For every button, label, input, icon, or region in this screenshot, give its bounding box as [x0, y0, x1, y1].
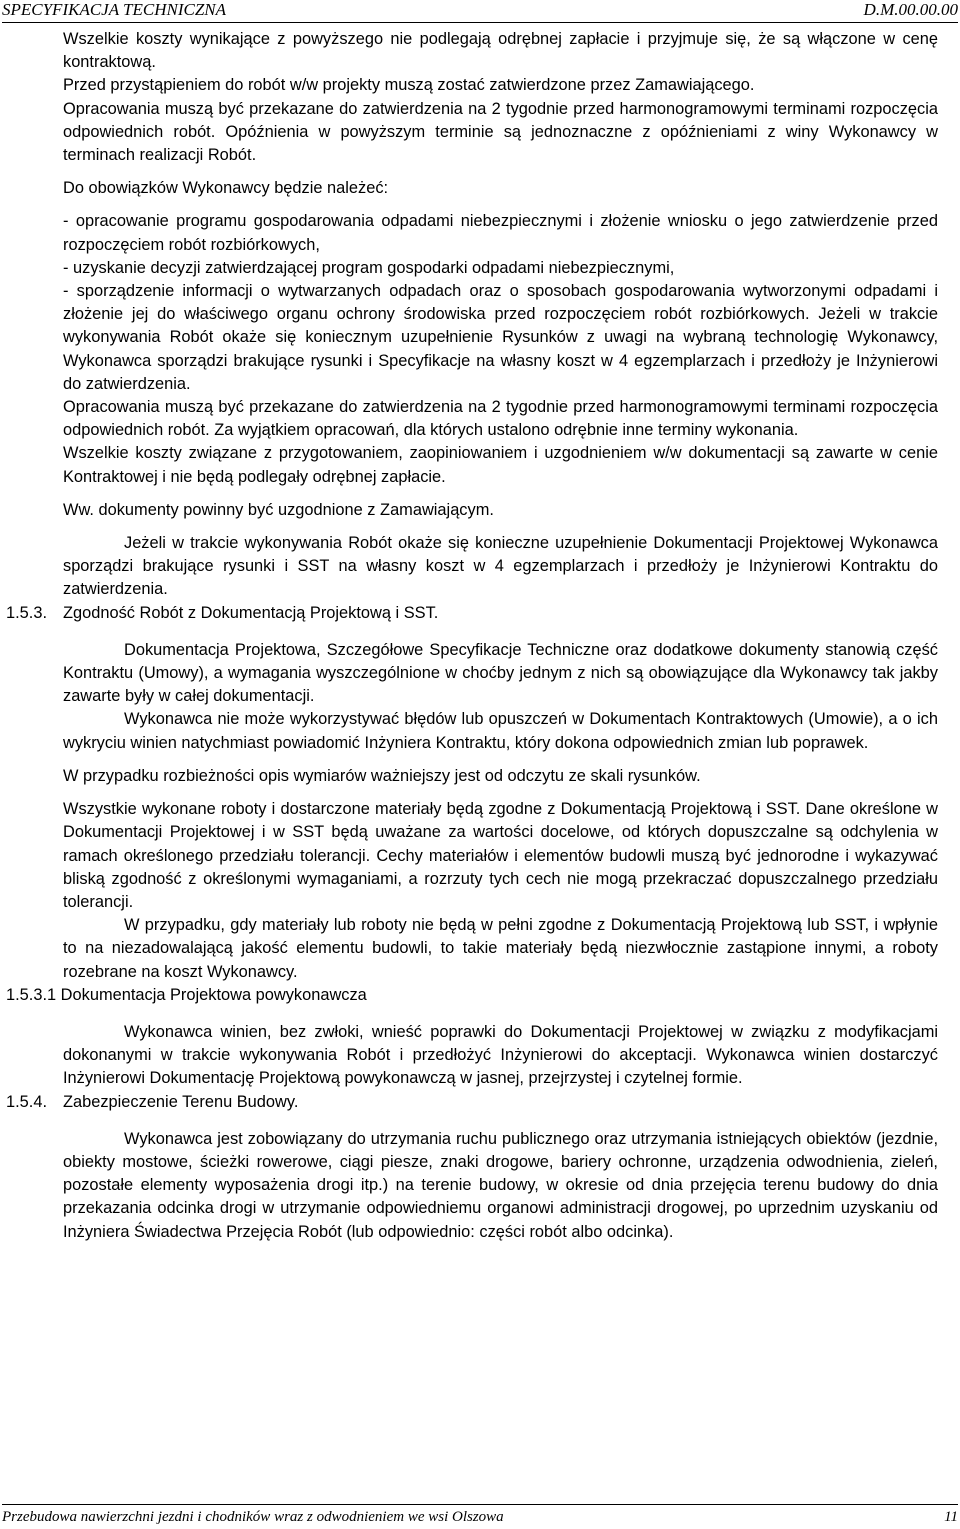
- paragraph: Dokumentacja Projektowa, Szczegółowe Specyfikacje Techniczne oraz dodatkowe dokumenty stanowią część Kontraktu (Umowy), a wymagania wyszczególnione w choćby jednym z nich są obowiązujące dla Wykonawcy tak jakby zawarte były w całej dokumentacji.: [63, 640, 938, 706]
- paragraph: Opracowania muszą być przekazane do zatwierdzenia na 2 tygodnie przed harmonogramowymi terminami rozpoczęcia odpowiednich robót. Za wyjątkiem opracowań, dla których ustalono odrębnie inne terminy wykonania.: [63, 398, 938, 440]
- paragraph: Wszelkie koszty wynikające z powyższego nie podlegają odrębnej zapłacie i przyjmuje się, że są włączone w cenę kontraktową.: [63, 30, 938, 72]
- section-heading-1-5-3: [0, 602, 960, 625]
- paragraph: Przed przystąpieniem do robót w/w projekty muszą zostać zatwierdzone przez Zamawiającego.: [63, 76, 755, 95]
- paragraph: Wykonawca jest zobowiązany do utrzymania ruchu publicznego oraz utrzymania istniejących obiektów (jezdnie, obiekty mostowe, ścieżki rowerowe, ciągi piesze, znaki drogowe, bariery ochronne, urządzenia odwodnienia, zieleń, pozostałe elementy wyposażenia drogi itp.) na terenie budowy, w okresie od dnia przejęcia terenu budowy do dnia przekazania odcinka drogi w utrzymanie odpowiedniemu organowi administracji drogowej, po uprzednim uzyskaniu od Inżyniera Świadectwa Przejęcia Robót (lub odpowiednio: części robót albo odcinka).: [63, 1129, 938, 1241]
- paragraph: Jeżeli w trakcie wykonywania Robót okaże się konieczne uzupełnienie Dokumentacji Projektowej Wykonawca sporządzi brakujące rysunki i SST na własny koszt w 4 egzemplarzach i przedłoży je Inżynierowi Kontraktu do zatwierdzenia.: [63, 534, 938, 599]
- footer-title: Przebudowa nawierzchni jezdni i chodników wraz z odwodnieniem we wsi Olszowa: [2, 1509, 504, 1525]
- page-number: 11: [944, 1509, 958, 1525]
- section-heading-1-5-3-1: 1.5.3.1 Dokumentacja Projektowa powykonawcza: [6, 985, 367, 1004]
- page-header: [2, 0, 958, 23]
- paragraph: Opracowania muszą być przekazane do zatwierdzenia na 2 tygodnie przed harmonogramowymi terminami rozpoczęcia odpowiednich robót. Opóźnienia w powyższym terminie są jednoznaczne z opóźnieniami z winy Wykonawcy w terminach realizacji Robót.: [63, 99, 938, 165]
- paragraph: Ww. dokumenty powinny być uzgodnione z Zamawiającym.: [63, 500, 494, 519]
- header-code: D.M.00.00.00: [863, 0, 958, 19]
- list-item: - sporządzenie informacji o wytwarzanych odpadach oraz o sposobach gospodarowania wytworzonymi odpadami i złożenie jej do właściwego organu ochrony środowiska przed rozpoczęciem robót rozbiórkowych. Jeżeli w trakcie wykonywania Robót okaże się koniecznym uzupełnienie Rysunków z uwagi na wybraną technologię Wykonawcy, Wykonawca sporządzi brakujące rysunki i Specyfikacje na własny koszt w 4 egzemplarzach i przedłoży je Inżynierowi do zatwierdzenia.: [63, 282, 938, 393]
- paragraph: Wykonawca nie może wykorzystywać błędów lub opuszczeń w Dokumentach Kontraktowych (Umowie), a o ich wykryciu winien natychmiast powiadomić Inżyniera Kontraktu, który dokona odpowiednich zmian lub poprawek.: [63, 710, 938, 752]
- section-number: 1.5.4.: [6, 1092, 48, 1111]
- header-title: SPECYFIKACJA TECHNICZNA: [2, 0, 227, 19]
- list-item: - opracowanie programu gospodarowania odpadami niebezpiecznymi i złożenie wniosku o jego zatwierdzenie przed rozpoczęciem robót rozbiórkowych,: [63, 212, 938, 254]
- section-heading-1-5-4: [0, 1091, 960, 1114]
- list-item: - uzyskanie decyzji zatwierdzającej program gospodarki odpadami niebezpiecznymi,: [63, 258, 675, 277]
- paragraph: W przypadku, gdy materiały lub roboty nie będą w pełni zgodne z Dokumentacją Projektową lub SST, i wpłynie to na niezadowalającą jakość elementu budowli, to takie materiały będą niezwłocznie zastąpione innymi, a roboty rozebrane na koszt Wykonawcy.: [63, 916, 938, 981]
- paragraph: Do obowiązków Wykonawcy będzie należeć:: [63, 179, 389, 198]
- paragraph: Wszelkie koszty związane z przygotowaniem, zaopiniowaniem i uzgodnieniem w/w dokumentacji są zawarte w cenie Kontraktowej i nie będą podlegały odrębnej zapłacie.: [63, 444, 938, 486]
- section-number: 1.5.3.: [6, 603, 48, 622]
- section-title: Zabezpieczenie Terenu Budowy.: [63, 1092, 299, 1111]
- paragraph: W przypadku rozbieżności opis wymiarów ważniejszy jest od odczytu ze skali rysunków.: [63, 766, 701, 785]
- section-title: Zgodność Robót z Dokumentacją Projektową i SST.: [63, 603, 439, 622]
- page-body: [0, 28, 960, 1244]
- page-footer: [2, 1504, 958, 1527]
- paragraph: Wykonawca winien, bez zwłoki, wnieść poprawki do Dokumentacji Projektowej w związku z modyfikacjami dokonanymi w trakcie wykonywania Robót i przedłożyć Inżynierowi do akceptacji. Wykonawca winien dostarczyć Inżynierowi Dokumentację Projektową powykonawczą w jasnej, przejrzystej i czytelnej formie.: [63, 1022, 938, 1088]
- paragraph: Wszystkie wykonane roboty i dostarczone materiały będą zgodne z Dokumentacją Projektową i SST. Dane określone w Dokumentacji Projektowej i w SST będą uważane za wartości docelowe, od których dopuszczalne są odchylenia w ramach określonego przedziału tolerancji. Cechy materiałów i elementów budowli muszą być jednorodne i wykazywać bliską zgodność z określonymi wymaganiami, a rozrzuty tych cech nie mogą przekraczać dopuszczalnego przedziału tolerancji.: [63, 800, 938, 911]
